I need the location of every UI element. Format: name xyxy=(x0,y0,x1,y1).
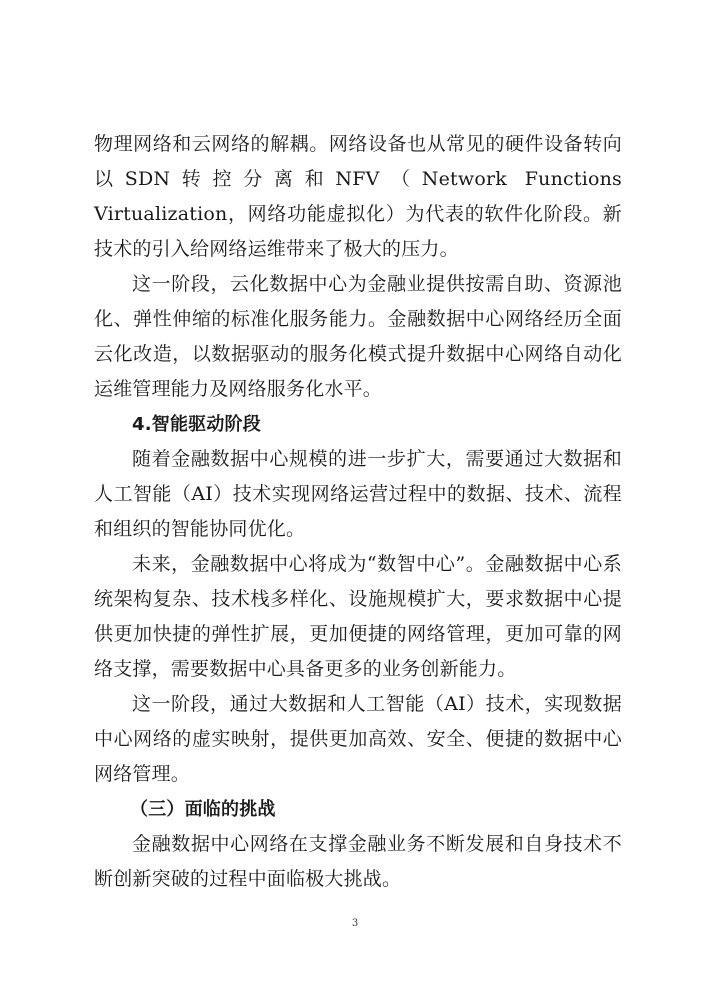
body-text xyxy=(94,127,622,897)
paragraph-future-center: 未来，金融数据中心将成为“数智中心”。金融数据中心系统架构复杂、技术栈多样化、设施规模扩大，要求数据中心提供更加快捷的弹性扩展，更加便捷的网络管理，更加可靠的网络支撑，需要数据中心具备更多的业务创新能力。 xyxy=(94,553,622,680)
section-heading-challenges: （三）面临的挑战 xyxy=(130,799,276,820)
paragraph-big-data-ai: 随着金融数据中心规模的进一步扩大，需要通过大数据和人工智能（AI）技术实现网络运营过程中的数据、技术、流程和组织的智能协同优化。 xyxy=(94,448,622,540)
paragraph-network-decoupling: 物理网络和云网络的解耦。网络设备也从常见的硬件设备转向以SDN转控分离和NFV（Network Functions Virtualization，网络功能虚拟化）为代表的软件化阶段。新技术的引入给网络运维带来了极大的压力。 xyxy=(94,133,622,260)
paragraph-virtual-mapping: 这一阶段，通过大数据和人工智能（AI）技术，实现数据中心网络的虚实映射，提供更加高效、安全、便捷的数据中心网络管理。 xyxy=(94,693,622,785)
section-heading-intelligent-stage: 4.智能驱动阶段 xyxy=(132,414,261,435)
page-number: 3 xyxy=(351,918,359,929)
paragraph-cloud-stage: 这一阶段，云化数据中心为金融业提供按需自助、资源池化、弹性伸缩的标准化服务能力。金融数据中心网络经历全面云化改造，以数据驱动的服务化模式提升数据中心网络自动化运维管理能力及网络服务化水平。 xyxy=(94,273,622,400)
paragraph-challenges: 金融数据中心网络在支撑金融业务不断发展和自身技术不断创新突破的过程中面临极大挑战。 xyxy=(94,833,622,890)
